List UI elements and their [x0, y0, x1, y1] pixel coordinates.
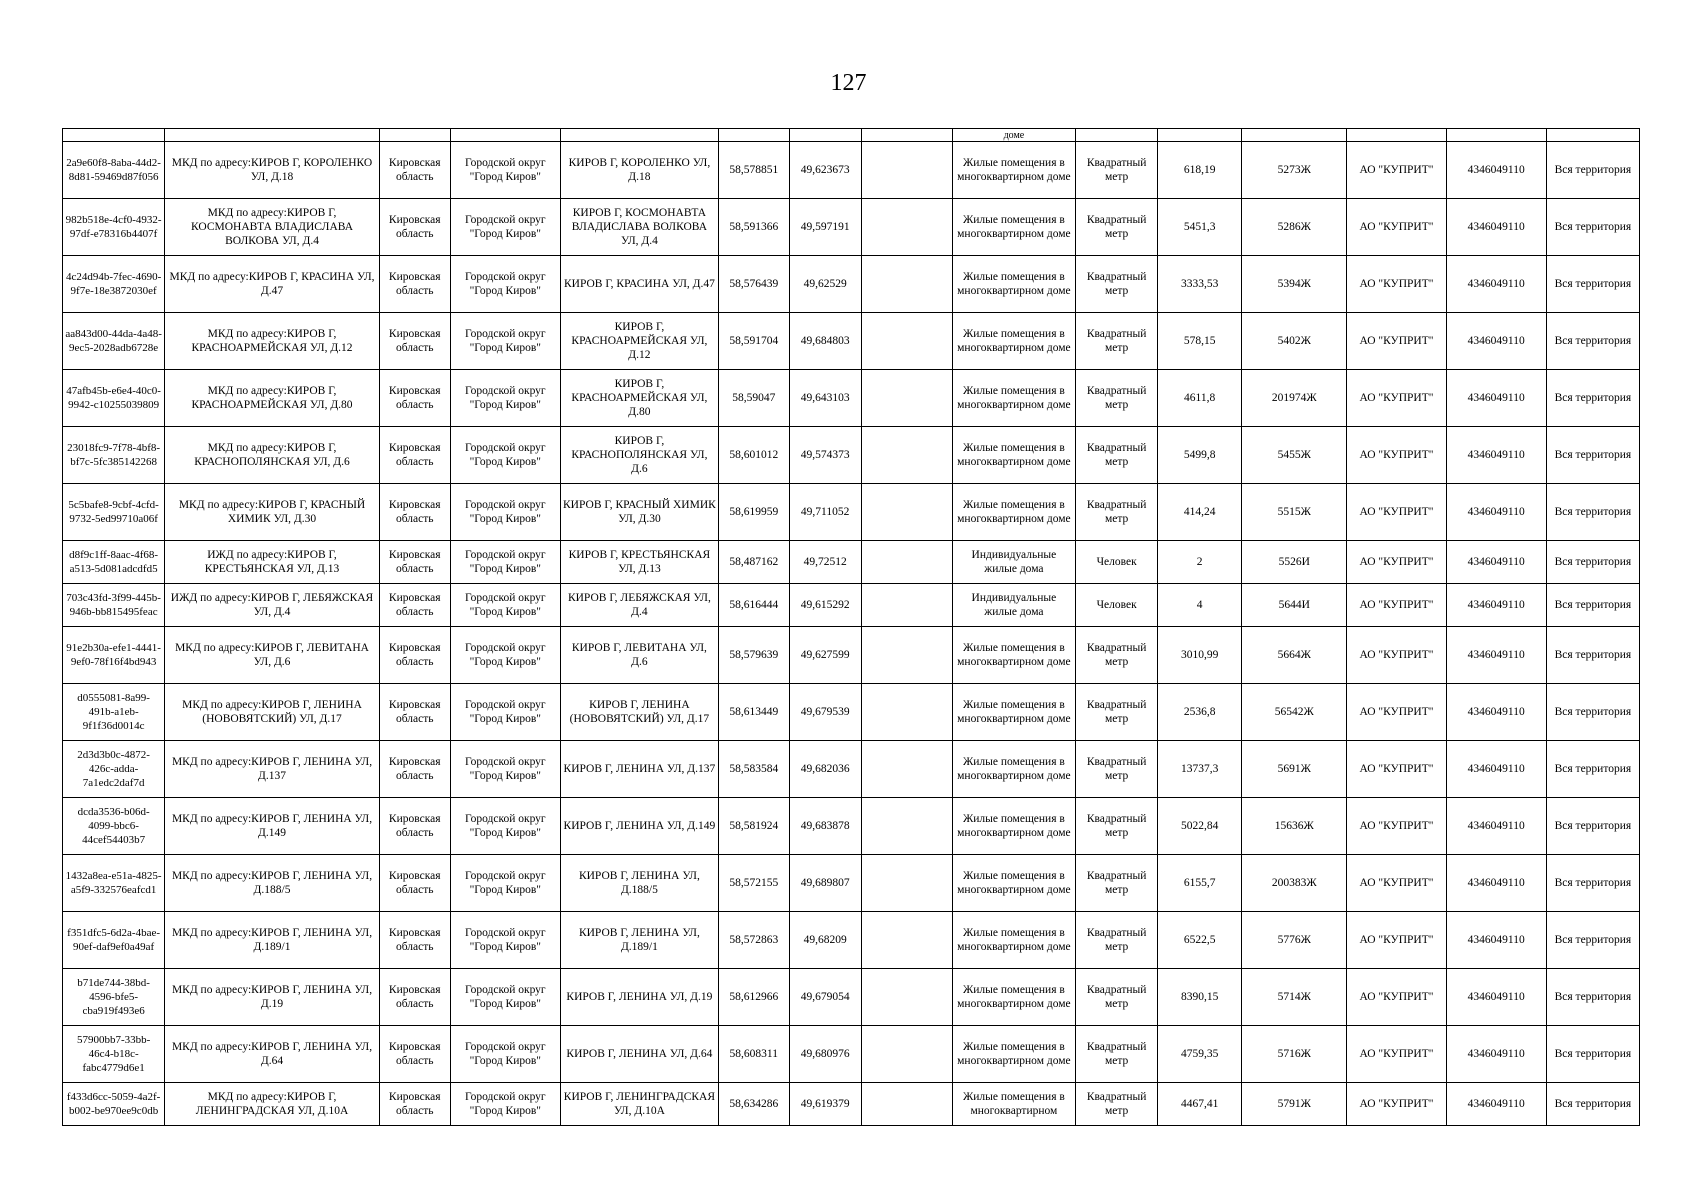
cell-district: Городской округ "Город Киров"	[450, 584, 560, 627]
cell-unit: Квадратный метр	[1076, 798, 1158, 855]
cell-inn: 4346049110	[1446, 370, 1546, 427]
cell-inn: 4346049110	[1446, 798, 1546, 855]
cell-id: 47afb45b-e6e4-40c0-9942-c10255039809	[63, 370, 165, 427]
cell-lat: 58,59047	[718, 370, 789, 427]
cell-lat: 58,579639	[718, 627, 789, 684]
cell-lon: 49,619379	[789, 1083, 861, 1126]
table-row	[63, 313, 1640, 370]
cell-type: Индивидуальные жилые дома	[952, 541, 1075, 584]
cell-value: 414,24	[1158, 484, 1242, 541]
cell-code: 5791Ж	[1242, 1083, 1347, 1126]
cell-id: 2a9e60f8-8aba-44d2-8d81-59469d87f056	[63, 142, 165, 199]
cell-org: АО "КУПРИТ"	[1347, 370, 1446, 427]
cell-lat: 58,581924	[718, 798, 789, 855]
cell-name: МКД по адресу:КИРОВ Г, КРАСНОАРМЕЙСКАЯ УЛ, Д.80	[165, 370, 380, 427]
cell-lat: 58,576439	[718, 256, 789, 313]
cell-district: Городской округ "Город Киров"	[450, 969, 560, 1026]
cell-empty	[861, 256, 952, 313]
cell-org: АО "КУПРИТ"	[1347, 1026, 1446, 1083]
cell-lon: 49,679054	[789, 969, 861, 1026]
cell-inn: 4346049110	[1446, 484, 1546, 541]
table-row	[63, 912, 1640, 969]
cell-unit: Квадратный метр	[1076, 484, 1158, 541]
cell-territory: Вся территория	[1546, 584, 1639, 627]
cell-name: МКД по адресу:КИРОВ Г, ЛЕНИНА УЛ, Д.149	[165, 798, 380, 855]
cell-code: 201974Ж	[1242, 370, 1347, 427]
cell-value: 13737,3	[1158, 741, 1242, 798]
cell-code: 5776Ж	[1242, 912, 1347, 969]
cell-lon: 49,597191	[789, 199, 861, 256]
table-row	[63, 1083, 1640, 1126]
cell-region: Кировская область	[379, 484, 450, 541]
cell-region: Кировская область	[379, 142, 450, 199]
cell-address: КИРОВ Г, КОСМОНАВТА ВЛАДИСЛАВА ВОЛКОВА УЛ, Д.4	[560, 199, 718, 256]
cell-org: АО "КУПРИТ"	[1347, 484, 1446, 541]
cell-region: Кировская область	[379, 855, 450, 912]
table-row	[63, 142, 1640, 199]
cell-type: Жилые помещения в многоквартирном доме	[952, 313, 1075, 370]
cell-value: 4	[1158, 584, 1242, 627]
cell-lon: 49,682036	[789, 741, 861, 798]
cell-lat: 58,612966	[718, 969, 789, 1026]
cell-code: 5394Ж	[1242, 256, 1347, 313]
cell-type: доме	[952, 129, 1075, 142]
cell-type: Жилые помещения в многоквартирном	[952, 1083, 1075, 1126]
cell-unit: Человек	[1076, 584, 1158, 627]
cell-address: КИРОВ Г, КРАСНОАРМЕЙСКАЯ УЛ, Д.12	[560, 313, 718, 370]
cell-code: 5273Ж	[1242, 142, 1347, 199]
cell-name: МКД по адресу:КИРОВ Г, КРАСНЫЙ ХИМИК УЛ, Д.30	[165, 484, 380, 541]
cell-address: КИРОВ Г, ЛЕНИНА УЛ, Д.188/5	[560, 855, 718, 912]
cell-org: АО "КУПРИТ"	[1347, 912, 1446, 969]
cell-name: МКД по адресу:КИРОВ Г, ЛЕНИНА (НОВОВЯТСКИЙ) УЛ, Д.17	[165, 684, 380, 741]
cell-name: МКД по адресу:КИРОВ Г, ЛЕНИНА УЛ, Д.19	[165, 969, 380, 1026]
cell-name: МКД по адресу:КИРОВ Г, ЛЕНИНГРАДСКАЯ УЛ, Д.10А	[165, 1083, 380, 1126]
cell-value: 618,19	[1158, 142, 1242, 199]
cell-unit: Квадратный метр	[1076, 142, 1158, 199]
page-number: 127	[830, 70, 867, 96]
cell-id: d0555081-8a99-491b-a1eb-9f1f36d0014c	[63, 684, 165, 741]
cell-address: КИРОВ Г, ЛЕВИТАНА УЛ, Д.6	[560, 627, 718, 684]
table-row	[63, 798, 1640, 855]
cell-inn: 4346049110	[1446, 1026, 1546, 1083]
cell-code: 15636Ж	[1242, 798, 1347, 855]
cell-address: КИРОВ Г, КОРОЛЕНКО УЛ, Д.18	[560, 142, 718, 199]
cell-value: 4759,35	[1158, 1026, 1242, 1083]
cell-empty	[861, 313, 952, 370]
cell-empty	[861, 798, 952, 855]
cell-org: АО "КУПРИТ"	[1347, 798, 1446, 855]
cell-id: 91e2b30a-efe1-4441-9ef0-78f16f4bd943	[63, 627, 165, 684]
cell-territory: Вся территория	[1546, 855, 1639, 912]
cell-region: Кировская область	[379, 1083, 450, 1126]
cell-lon: 49,62529	[789, 256, 861, 313]
cell-lat: 58,601012	[718, 427, 789, 484]
cell-territory: Вся территория	[1546, 969, 1639, 1026]
cell-id: 2d3d3b0c-4872-426c-adda-7a1edc2daf7d	[63, 741, 165, 798]
cell-org: АО "КУПРИТ"	[1347, 199, 1446, 256]
table-row	[63, 584, 1640, 627]
table-row	[63, 969, 1640, 1026]
cell-name: МКД по адресу:КИРОВ Г, ЛЕВИТАНА УЛ, Д.6	[165, 627, 380, 684]
cell-org: АО "КУПРИТ"	[1347, 855, 1446, 912]
cell-region: Кировская область	[379, 627, 450, 684]
cell-name: МКД по адресу:КИРОВ Г, ЛЕНИНА УЛ, Д.188/5	[165, 855, 380, 912]
cell-name: МКД по адресу:КИРОВ Г, КРАСНОПОЛЯНСКАЯ УЛ, Д.6	[165, 427, 380, 484]
table-row	[63, 1026, 1640, 1083]
cell-org: АО "КУПРИТ"	[1347, 741, 1446, 798]
cell-empty	[861, 484, 952, 541]
cell-code: 5515Ж	[1242, 484, 1347, 541]
cell-district: Городской округ "Город Киров"	[450, 370, 560, 427]
cell-territory: Вся территория	[1546, 541, 1639, 584]
cell-org: АО "КУПРИТ"	[1347, 584, 1446, 627]
cell-code: 5714Ж	[1242, 969, 1347, 1026]
cell-value: 8390,15	[1158, 969, 1242, 1026]
cell-region: Кировская область	[379, 313, 450, 370]
cell-unit: Квадратный метр	[1076, 427, 1158, 484]
cell-territory: Вся территория	[1546, 256, 1639, 313]
cell-empty	[861, 627, 952, 684]
cell-territory: Вся территория	[1546, 627, 1639, 684]
cell-unit: Квадратный метр	[1076, 969, 1158, 1026]
cell-lat: 58,578851	[718, 142, 789, 199]
cell-type: Жилые помещения в многоквартирном доме	[952, 199, 1075, 256]
cell-unit: Квадратный метр	[1076, 912, 1158, 969]
cell-territory: Вся территория	[1546, 484, 1639, 541]
cell-type: Жилые помещения в многоквартирном доме	[952, 969, 1075, 1026]
cell-territory: Вся территория	[1546, 684, 1639, 741]
table-row	[63, 855, 1640, 912]
cell-territory: Вся территория	[1546, 199, 1639, 256]
cell-district: Городской округ "Город Киров"	[450, 313, 560, 370]
cell-district: Городской округ "Город Киров"	[450, 684, 560, 741]
cell-territory: Вся территория	[1546, 912, 1639, 969]
cell-unit: Квадратный метр	[1076, 1083, 1158, 1126]
cell-id: 1432a8ea-e51a-4825-a5f9-332576eafcd1	[63, 855, 165, 912]
cell-id: f433d6cc-5059-4a2f-b002-be970ee9c0db	[63, 1083, 165, 1126]
table-row	[63, 541, 1640, 584]
cell-lat: 58,591366	[718, 199, 789, 256]
cell-lon: 49,627599	[789, 627, 861, 684]
table-row	[63, 370, 1640, 427]
registry-table	[62, 128, 1640, 1126]
cell-territory: Вся территория	[1546, 741, 1639, 798]
cell-unit: Квадратный метр	[1076, 855, 1158, 912]
cell-unit: Квадратный метр	[1076, 199, 1158, 256]
cell-code: 200383Ж	[1242, 855, 1347, 912]
cell-code: 5455Ж	[1242, 427, 1347, 484]
cell-value: 3333,53	[1158, 256, 1242, 313]
table-row	[63, 484, 1640, 541]
cell-region: Кировская область	[379, 541, 450, 584]
cell-address: КИРОВ Г, ЛЕНИНГРАДСКАЯ УЛ, Д.10А	[560, 1083, 718, 1126]
cell-district: Городской округ "Город Киров"	[450, 1026, 560, 1083]
cell-value: 4611,8	[1158, 370, 1242, 427]
cell-empty	[861, 142, 952, 199]
cell-type: Жилые помещения в многоквартирном доме	[952, 741, 1075, 798]
cell-code: 5526И	[1242, 541, 1347, 584]
cell-inn: 4346049110	[1446, 142, 1546, 199]
cell-type: Жилые помещения в многоквартирном доме	[952, 855, 1075, 912]
cell-address: КИРОВ Г, ЛЕНИНА УЛ, Д.189/1	[560, 912, 718, 969]
cell-unit: Квадратный метр	[1076, 1026, 1158, 1083]
cell-empty	[861, 969, 952, 1026]
cell-org: АО "КУПРИТ"	[1347, 1083, 1446, 1126]
cell-inn: 4346049110	[1446, 199, 1546, 256]
cell-lon: 49,615292	[789, 584, 861, 627]
cell-inn: 4346049110	[1446, 541, 1546, 584]
cell-district: Городской округ "Город Киров"	[450, 541, 560, 584]
cell-region: Кировская область	[379, 798, 450, 855]
cell-lon: 49,574373	[789, 427, 861, 484]
cell-lon: 49,684803	[789, 313, 861, 370]
cell-region: Кировская область	[379, 584, 450, 627]
cell-inn: 4346049110	[1446, 313, 1546, 370]
table-row	[63, 256, 1640, 313]
cell-name: МКД по адресу:КИРОВ Г, ЛЕНИНА УЛ, Д.64	[165, 1026, 380, 1083]
cell-region: Кировская область	[379, 969, 450, 1026]
cell-lat: 58,608311	[718, 1026, 789, 1083]
table-row	[63, 427, 1640, 484]
cell-empty	[861, 541, 952, 584]
cell-type: Жилые помещения в многоквартирном доме	[952, 142, 1075, 199]
cell-name: ИЖД по адресу:КИРОВ Г, ЛЕБЯЖСКАЯ УЛ, Д.4	[165, 584, 380, 627]
cell-address: КИРОВ Г, ЛЕНИНА УЛ, Д.149	[560, 798, 718, 855]
cell-lat: 58,591704	[718, 313, 789, 370]
cell-unit: Квадратный метр	[1076, 313, 1158, 370]
cell-inn: 4346049110	[1446, 969, 1546, 1026]
cell-unit: Квадратный метр	[1076, 256, 1158, 313]
cell-district: Городской округ "Город Киров"	[450, 256, 560, 313]
cell-territory: Вся территория	[1546, 313, 1639, 370]
cell-id: b71de744-38bd-4596-bfe5-cba919f493e6	[63, 969, 165, 1026]
cell-org: АО "КУПРИТ"	[1347, 427, 1446, 484]
table-row-partial	[63, 129, 1640, 142]
cell-district: Городской округ "Город Киров"	[450, 199, 560, 256]
cell-inn: 4346049110	[1446, 256, 1546, 313]
cell-unit: Квадратный метр	[1076, 627, 1158, 684]
cell-id: 4c24d94b-7fec-4690-9f7e-18e3872030ef	[63, 256, 165, 313]
cell-inn: 4346049110	[1446, 684, 1546, 741]
cell-value: 578,15	[1158, 313, 1242, 370]
cell-empty	[861, 912, 952, 969]
cell-territory: Вся территория	[1546, 142, 1639, 199]
cell-name: МКД по адресу:КИРОВ Г, ЛЕНИНА УЛ, Д.189/1	[165, 912, 380, 969]
cell-empty	[861, 427, 952, 484]
table-row	[63, 627, 1640, 684]
cell-empty	[861, 1083, 952, 1126]
cell-inn: 4346049110	[1446, 627, 1546, 684]
cell-address: КИРОВ Г, ЛЕНИНА УЛ, Д.137	[560, 741, 718, 798]
cell-district: Городской округ "Город Киров"	[450, 1083, 560, 1126]
cell-district: Городской округ "Город Киров"	[450, 741, 560, 798]
cell-lat: 58,619959	[718, 484, 789, 541]
cell-region: Кировская область	[379, 256, 450, 313]
cell-name: МКД по адресу:КИРОВ Г, КРАСНОАРМЕЙСКАЯ УЛ, Д.12	[165, 313, 380, 370]
cell-inn: 4346049110	[1446, 1083, 1546, 1126]
cell-region: Кировская область	[379, 684, 450, 741]
cell-lat: 58,583584	[718, 741, 789, 798]
cell-id: d8f9c1ff-8aac-4f68-a513-5d081adcdfd5	[63, 541, 165, 584]
cell-org: АО "КУПРИТ"	[1347, 313, 1446, 370]
cell-district: Городской округ "Город Киров"	[450, 627, 560, 684]
cell-code: 5664Ж	[1242, 627, 1347, 684]
cell-lon: 49,643103	[789, 370, 861, 427]
cell-code: 56542Ж	[1242, 684, 1347, 741]
cell-type: Жилые помещения в многоквартирном доме	[952, 370, 1075, 427]
cell-org: АО "КУПРИТ"	[1347, 627, 1446, 684]
cell-type: Жилые помещения в многоквартирном доме	[952, 1026, 1075, 1083]
cell-territory: Вся территория	[1546, 798, 1639, 855]
cell-code: 5286Ж	[1242, 199, 1347, 256]
cell-lon: 49,689807	[789, 855, 861, 912]
cell-id: 982b518e-4cf0-4932-97df-e78316b4407f	[63, 199, 165, 256]
cell-district: Городской округ "Город Киров"	[450, 427, 560, 484]
cell-district: Городской округ "Город Киров"	[450, 484, 560, 541]
cell-id: 57900bb7-33bb-46c4-b18c-fabc4779d6e1	[63, 1026, 165, 1083]
cell-empty	[861, 584, 952, 627]
cell-territory: Вся территория	[1546, 370, 1639, 427]
cell-type: Жилые помещения в многоквартирном доме	[952, 627, 1075, 684]
cell-address: КИРОВ Г, ЛЕНИНА УЛ, Д.19	[560, 969, 718, 1026]
cell-lon: 49,72512	[789, 541, 861, 584]
cell-empty	[861, 370, 952, 427]
cell-district: Городской округ "Город Киров"	[450, 855, 560, 912]
cell-org: АО "КУПРИТ"	[1347, 969, 1446, 1026]
cell-lon: 49,711052	[789, 484, 861, 541]
cell-address: КИРОВ Г, КРАСНЫЙ ХИМИК УЛ, Д.30	[560, 484, 718, 541]
cell-value: 6155,7	[1158, 855, 1242, 912]
cell-district: Городской округ "Город Киров"	[450, 912, 560, 969]
cell-id: 703c43fd-3f99-445b-946b-bb815495feac	[63, 584, 165, 627]
cell-unit: Квадратный метр	[1076, 741, 1158, 798]
cell-address: КИРОВ Г, КРЕСТЬЯНСКАЯ УЛ, Д.13	[560, 541, 718, 584]
cell-code: 5644И	[1242, 584, 1347, 627]
cell-address: КИРОВ Г, КРАСНОАРМЕЙСКАЯ УЛ, Д.80	[560, 370, 718, 427]
cell-id: dcda3536-b06d-4099-bbc6-44cef54403b7	[63, 798, 165, 855]
cell-address: КИРОВ Г, ЛЕНИНА УЛ, Д.64	[560, 1026, 718, 1083]
cell-name: МКД по адресу:КИРОВ Г, КРАСИНА УЛ, Д.47	[165, 256, 380, 313]
cell-lon: 49,680976	[789, 1026, 861, 1083]
cell-lon: 49,679539	[789, 684, 861, 741]
cell-address: КИРОВ Г, ЛЕНИНА (НОВОВЯТСКИЙ) УЛ, Д.17	[560, 684, 718, 741]
cell-region: Кировская область	[379, 741, 450, 798]
cell-unit: Квадратный метр	[1076, 684, 1158, 741]
cell-type: Жилые помещения в многоквартирном доме	[952, 427, 1075, 484]
cell-empty	[861, 199, 952, 256]
cell-name: МКД по адресу:КИРОВ Г, ЛЕНИНА УЛ, Д.137	[165, 741, 380, 798]
cell-address: КИРОВ Г, ЛЕБЯЖСКАЯ УЛ, Д.4	[560, 584, 718, 627]
cell-name: МКД по адресу:КИРОВ Г, КОСМОНАВТА ВЛАДИСЛАВА ВОЛКОВА УЛ, Д.4	[165, 199, 380, 256]
cell-type: Жилые помещения в многоквартирном доме	[952, 798, 1075, 855]
cell-lon: 49,68209	[789, 912, 861, 969]
cell-inn: 4346049110	[1446, 912, 1546, 969]
cell-value: 3010,99	[1158, 627, 1242, 684]
cell-code: 5716Ж	[1242, 1026, 1347, 1083]
cell-empty	[861, 741, 952, 798]
cell-type: Жилые помещения в многоквартирном доме	[952, 256, 1075, 313]
cell-territory: Вся территория	[1546, 427, 1639, 484]
cell-region: Кировская область	[379, 199, 450, 256]
cell-district: Городской округ "Город Киров"	[450, 142, 560, 199]
cell-region: Кировская область	[379, 1026, 450, 1083]
cell-district: Городской округ "Город Киров"	[450, 798, 560, 855]
cell-unit: Квадратный метр	[1076, 370, 1158, 427]
cell-value: 2536,8	[1158, 684, 1242, 741]
cell-org: АО "КУПРИТ"	[1347, 684, 1446, 741]
cell-empty	[861, 1026, 952, 1083]
cell-org: АО "КУПРИТ"	[1347, 541, 1446, 584]
cell-lat: 58,616444	[718, 584, 789, 627]
cell-type: Жилые помещения в многоквартирном доме	[952, 484, 1075, 541]
cell-inn: 4346049110	[1446, 741, 1546, 798]
cell-lon: 49,623673	[789, 142, 861, 199]
table-row	[63, 684, 1640, 741]
cell-lon: 49,683878	[789, 798, 861, 855]
cell-id: aa843d00-44da-4a48-9ec5-2028adb6728e	[63, 313, 165, 370]
cell-id: 5c5bafe8-9cbf-4cfd-9732-5ed99710a06f	[63, 484, 165, 541]
cell-region: Кировская область	[379, 427, 450, 484]
cell-value: 5451,3	[1158, 199, 1242, 256]
cell-org: АО "КУПРИТ"	[1347, 256, 1446, 313]
cell-value: 2	[1158, 541, 1242, 584]
cell-territory: Вся территория	[1546, 1083, 1639, 1126]
cell-id: f351dfc5-6d2a-4bae-90ef-daf9ef0a49af	[63, 912, 165, 969]
cell-value: 6522,5	[1158, 912, 1242, 969]
cell-lat: 58,572863	[718, 912, 789, 969]
table-row	[63, 741, 1640, 798]
cell-value: 5499,8	[1158, 427, 1242, 484]
cell-type: Жилые помещения в многоквартирном доме	[952, 912, 1075, 969]
cell-lat: 58,572155	[718, 855, 789, 912]
cell-unit: Человек	[1076, 541, 1158, 584]
cell-id: 23018fc9-7f78-4bf8-bf7c-5fc385142268	[63, 427, 165, 484]
cell-value: 5022,84	[1158, 798, 1242, 855]
cell-lat: 58,487162	[718, 541, 789, 584]
cell-territory: Вся территория	[1546, 1026, 1639, 1083]
cell-name: МКД по адресу:КИРОВ Г, КОРОЛЕНКО УЛ, Д.18	[165, 142, 380, 199]
cell-inn: 4346049110	[1446, 584, 1546, 627]
cell-region: Кировская область	[379, 370, 450, 427]
cell-empty	[861, 684, 952, 741]
cell-code: 5402Ж	[1242, 313, 1347, 370]
cell-type: Индивидуальные жилые дома	[952, 584, 1075, 627]
cell-type: Жилые помещения в многоквартирном доме	[952, 684, 1075, 741]
cell-inn: 4346049110	[1446, 855, 1546, 912]
cell-name: ИЖД по адресу:КИРОВ Г, КРЕСТЬЯНСКАЯ УЛ, Д.13	[165, 541, 380, 584]
cell-empty	[861, 855, 952, 912]
cell-region: Кировская область	[379, 912, 450, 969]
cell-value: 4467,41	[1158, 1083, 1242, 1126]
cell-code: 5691Ж	[1242, 741, 1347, 798]
table-row	[63, 199, 1640, 256]
cell-address: КИРОВ Г, КРАСИНА УЛ, Д.47	[560, 256, 718, 313]
cell-lat: 58,634286	[718, 1083, 789, 1126]
cell-address: КИРОВ Г, КРАСНОПОЛЯНСКАЯ УЛ, Д.6	[560, 427, 718, 484]
cell-lat: 58,613449	[718, 684, 789, 741]
cell-org: АО "КУПРИТ"	[1347, 142, 1446, 199]
cell-inn: 4346049110	[1446, 427, 1546, 484]
